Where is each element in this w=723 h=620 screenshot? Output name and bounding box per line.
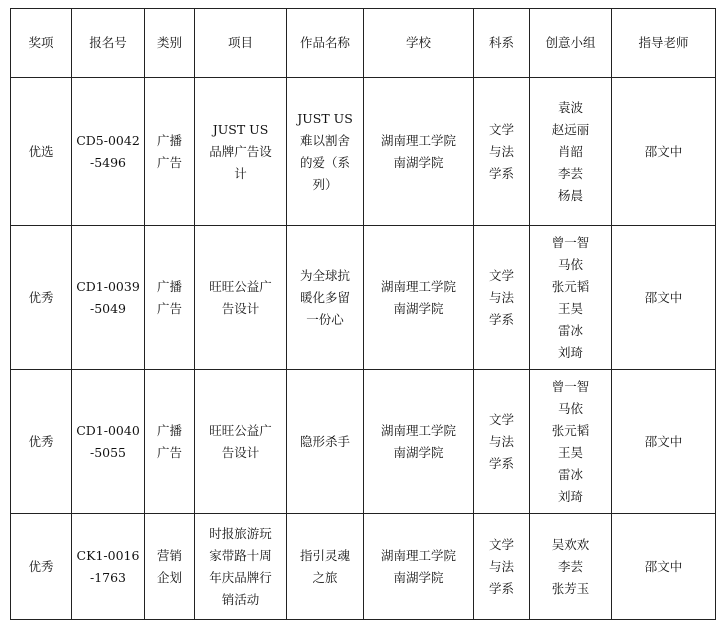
cell-line: 湖南理工学院 [380,422,456,438]
cell-line: -5055 [89,444,127,460]
cell-line: -5049 [89,300,127,316]
table-row [11,514,716,620]
cell-line: 湖南理工学院 [380,547,456,563]
reg-no-cell [72,514,145,620]
cell-line: 家带路十周 [209,547,272,563]
cell-line: 的爱（系 [299,154,350,170]
header-project: 项目 [195,9,287,78]
cell-line: 赵远丽 [551,121,590,137]
team-cell [530,78,612,226]
school-cell [364,226,474,370]
award-cell: 优秀 [11,514,72,620]
work-name-cell [287,514,364,620]
project-cell [195,370,287,514]
cell-line: 袁波 [557,99,583,115]
school-cell [364,370,474,514]
school-cell [364,78,474,226]
award-cell: 优秀 [11,226,72,370]
category-cell [145,514,195,620]
cell-line: 营销 [156,547,182,563]
cell-line: 隐形杀手 [299,433,350,449]
cell-line: 之旅 [312,569,338,585]
reg-no-cell [72,226,145,370]
advisor-cell: 邵文中 [612,78,716,226]
cell-line: 与法 [488,558,514,574]
cell-line: CD1-0039 [76,278,140,294]
header-school: 学校 [364,9,474,78]
table-row [11,370,716,514]
cell-line: 告设计 [221,444,260,460]
cell-line: CD1-0040 [76,422,140,438]
cell-line: 广播 [156,278,182,294]
cell-line: 南湖学院 [393,569,444,585]
cell-line: CD5-0042 [76,132,140,148]
cell-line: 广告 [156,444,182,460]
cell-line: 企划 [156,569,182,585]
cell-line: 文学 [488,536,514,552]
department-cell [474,226,530,370]
cell-line: 刘琦 [557,488,583,504]
category-cell [145,226,195,370]
work-name-cell [287,226,364,370]
cell-line: 年庆品牌行 [209,569,272,585]
cell-line: 王昊 [557,300,583,316]
reg-no-cell [72,370,145,514]
header-category: 类别 [145,9,195,78]
team-cell [530,370,612,514]
cell-line: 广告 [156,154,182,170]
department-cell [474,78,530,226]
cell-line: 文学 [488,411,514,427]
cell-line: 李芸 [557,558,583,574]
cell-line: JUST US [297,110,353,126]
advisor-cell: 邵文中 [612,226,716,370]
cell-line: 与法 [488,143,514,159]
header-reg-no: 报名号 [72,9,145,78]
cell-line: -1763 [89,569,127,585]
header-advisor: 指导老师 [612,9,716,78]
cell-line: 暖化多留 [299,289,350,305]
cell-line: 品牌广告设 [209,143,272,159]
cell-line: CK1-0016 [76,547,140,563]
cell-line: 雷冰 [557,322,583,338]
cell-line: 杨晨 [557,187,583,203]
cell-line: 一份心 [306,311,344,327]
table-body [11,78,716,620]
project-cell [195,78,287,226]
cell-line: 为全球抗 [299,267,350,283]
cell-line: 文学 [488,121,514,137]
award-table [10,8,716,620]
project-cell [195,514,287,620]
cell-line: 广播 [156,132,182,148]
cell-line: 雷冰 [557,466,583,482]
cell-line: 难以割舍 [299,132,350,148]
department-cell [474,514,530,620]
header-row [11,9,716,78]
department-cell [474,370,530,514]
project-cell [195,226,287,370]
advisor-cell: 邵文中 [612,370,716,514]
award-cell: 优选 [11,78,72,226]
cell-line: 指引灵魂 [299,547,350,563]
cell-line: 马依 [557,400,583,416]
cell-line: 广播 [156,422,182,438]
cell-line: 南湖学院 [393,300,444,316]
category-cell [145,78,195,226]
cell-line: 曾一智 [551,378,590,394]
header-award: 奖项 [11,9,72,78]
advisor-cell: 邵文中 [612,514,716,620]
cell-line: 刘琦 [557,344,583,360]
cell-line: 张芳玉 [551,580,590,596]
school-cell [364,514,474,620]
work-name-cell [287,370,364,514]
cell-line: 学系 [488,165,514,181]
cell-line: 肖韶 [557,143,583,159]
cell-line: 曾一智 [551,234,590,250]
team-cell [530,514,612,620]
cell-line: 告设计 [221,300,260,316]
cell-line: 王昊 [557,444,583,460]
cell-line: 张元韬 [551,422,590,438]
cell-line: 学系 [488,455,514,471]
cell-line: 旺旺公益广 [209,278,272,294]
cell-line: 学系 [488,580,514,596]
table-row [11,78,716,226]
cell-line: 南湖学院 [393,154,444,170]
cell-line: 与法 [488,433,514,449]
cell-line: 学系 [488,311,514,327]
work-name-cell [287,78,364,226]
cell-line: 与法 [488,289,514,305]
cell-line: 张元韬 [551,278,590,294]
cell-line: 湖南理工学院 [380,132,456,148]
award-cell: 优秀 [11,370,72,514]
cell-line: 销活动 [221,591,260,607]
header-department: 科系 [474,9,530,78]
cell-line: 计 [234,165,247,181]
cell-line: JUST US [212,121,269,137]
cell-line: 李芸 [557,165,583,181]
cell-line: 列） [312,176,338,192]
cell-line: 广告 [156,300,182,316]
cell-line: 文学 [488,267,514,283]
cell-line: -5496 [89,154,127,170]
cell-line: 湖南理工学院 [380,278,456,294]
team-cell [530,226,612,370]
header-work-name: 作品名称 [287,9,364,78]
cell-line: 马依 [557,256,583,272]
cell-line: 旺旺公益广 [209,422,272,438]
header-team: 创意小组 [530,9,612,78]
category-cell [145,370,195,514]
cell-line: 吴欢欢 [551,536,590,552]
cell-line: 时报旅游玩 [209,525,272,541]
cell-line: 南湖学院 [393,444,444,460]
table-row [11,226,716,370]
reg-no-cell [72,78,145,226]
